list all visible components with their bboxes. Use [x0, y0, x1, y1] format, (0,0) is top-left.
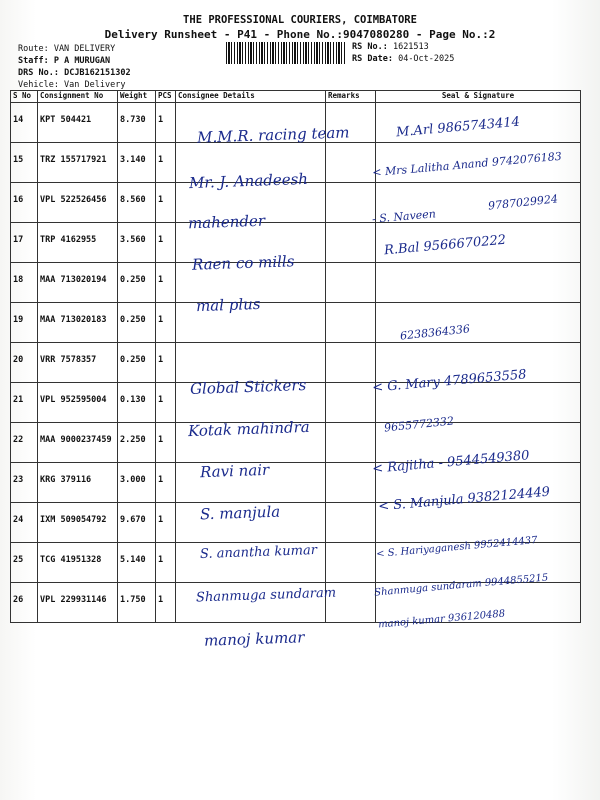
runsheet-subtitle: Delivery Runsheet - P41 - Phone No.:9047080280 - Page No.:2	[104, 28, 496, 41]
cell-consignment: TRZ 155717921	[38, 143, 118, 183]
handwritten-signature: Shanmuga sundaram 9944855215	[373, 572, 549, 599]
cell-sno: 18	[11, 263, 38, 303]
cell-sno: 19	[11, 303, 38, 343]
rs-date-field	[352, 54, 454, 64]
cell-sno: 23	[11, 463, 38, 503]
col-header-remarks: Remarks	[326, 91, 376, 103]
cell-pcs: 1	[156, 143, 176, 183]
cell-pcs: 1	[156, 303, 176, 343]
cell-sno: 21	[11, 383, 38, 423]
cell-sno: 17	[11, 223, 38, 263]
cell-consignment: MAA 713020194	[38, 263, 118, 303]
handwritten-name: Kotak mahindra	[187, 417, 310, 441]
handwritten-name: mahender	[187, 211, 266, 233]
cell-remarks	[326, 463, 376, 503]
cell-sno: 14	[11, 103, 38, 143]
barcode	[226, 42, 346, 64]
table-row	[11, 503, 581, 543]
drs-value: DCJB162151302	[64, 68, 131, 78]
handwritten-name: S. anantha kumar	[199, 542, 318, 563]
cell-pcs: 1	[156, 383, 176, 423]
cell-consignment: MAA 9000237459	[38, 423, 118, 463]
cell-weight: 0.250	[118, 343, 156, 383]
cell-consignment: KPT 504421	[38, 103, 118, 143]
cell-remarks	[326, 423, 376, 463]
cell-consignment: IXM 509054792	[38, 503, 118, 543]
company-title: THE PROFESSIONAL COURIERS, COIMBATORE	[183, 14, 417, 26]
handwritten-name: Shanmuga sundaram	[195, 585, 337, 606]
cell-pcs: 1	[156, 583, 176, 623]
cell-weight: 1.750	[118, 583, 156, 623]
handwritten-name: Mr. J. Anadeesh	[188, 169, 309, 193]
cell-consignment: VRR 7578357	[38, 343, 118, 383]
cell-weight: 8.730	[118, 103, 156, 143]
rs-no-label: RS No.:	[352, 42, 388, 52]
cell-weight: 3.000	[118, 463, 156, 503]
handwritten-signature: < Mrs Lalitha Anand 9742076183	[371, 149, 563, 180]
col-header-weight: Weight	[118, 91, 156, 103]
cell-weight: 5.140	[118, 543, 156, 583]
cell-pcs: 1	[156, 543, 176, 583]
staff-value: P A MURUGAN	[53, 56, 111, 66]
handwritten-signature: M.Arl 9865743414	[395, 114, 521, 141]
cell-weight: 0.250	[118, 303, 156, 343]
table-header-row	[11, 91, 581, 103]
cell-weight: 8.560	[118, 183, 156, 223]
cell-pcs: 1	[156, 423, 176, 463]
cell-sno: 26	[11, 583, 38, 623]
cell-weight: 9.670	[118, 503, 156, 543]
handwritten-signature: manoj kumar 936120488	[377, 608, 506, 631]
handwritten-signature: < S. Hariyaganesh 9952414437	[375, 534, 538, 561]
handwritten-name: S. manjula	[199, 502, 281, 524]
drs-label: DRS No.:	[18, 68, 59, 78]
cell-sno: 22	[11, 423, 38, 463]
cell-remarks	[326, 383, 376, 423]
handwritten-signature: < G. Mary 4789653558	[371, 367, 528, 396]
cell-pcs: 1	[156, 503, 176, 543]
cell-consignment: VPL 229931146	[38, 583, 118, 623]
cell-pcs: 1	[156, 463, 176, 503]
cell-remarks	[326, 143, 376, 183]
cell-remarks	[326, 263, 376, 303]
table-row	[11, 263, 581, 303]
cell-sno: 25	[11, 543, 38, 583]
cell-weight: 0.130	[118, 383, 156, 423]
staff-label: Staff:	[18, 56, 49, 66]
handwritten-name: Global Stickers	[189, 375, 307, 399]
cell-remarks	[326, 543, 376, 583]
cell-sno: 15	[11, 143, 38, 183]
handwritten-name: Raen co mills	[191, 252, 295, 274]
handwritten-signature: 9787029924	[487, 192, 559, 213]
cell-remarks	[326, 223, 376, 263]
col-header-sno: S No	[11, 91, 38, 103]
handwritten-signature: - S. Naveen	[371, 207, 437, 226]
handwritten-name: Ravi nair	[199, 460, 270, 482]
cell-weight: 3.140	[118, 143, 156, 183]
cell-signature	[376, 263, 581, 303]
cell-pcs: 1	[156, 263, 176, 303]
cell-consignment: TRP 4162955	[38, 223, 118, 263]
cell-pcs: 1	[156, 183, 176, 223]
handwritten-signature: < S. Manjula 9382124449	[377, 484, 551, 515]
handwritten-signature: < Rajitha - 9544549380	[371, 448, 531, 477]
cell-pcs: 1	[156, 343, 176, 383]
cell-remarks	[326, 503, 376, 543]
route-label: Route: VAN DELIVERY	[18, 44, 116, 54]
handwritten-name: M.M.R. racing team	[196, 123, 350, 147]
drs-field	[18, 68, 131, 78]
cell-weight: 2.250	[118, 423, 156, 463]
cell-weight: 3.560	[118, 223, 156, 263]
cell-consignment: MAA 713020183	[38, 303, 118, 343]
handwritten-signature: 9655772332	[383, 414, 455, 435]
vehicle-label: Vehicle: Van Delivery	[18, 80, 126, 90]
cell-pcs: 1	[156, 103, 176, 143]
cell-consignment: TCG 41951328	[38, 543, 118, 583]
handwritten-signature: R.Bal 9566670222	[383, 232, 507, 259]
rs-no-value: 1621513	[392, 42, 429, 52]
rs-date-value: 04-Oct-2025	[398, 54, 455, 64]
rs-no-field	[352, 42, 429, 52]
handwritten-signature: 6238364336	[399, 322, 471, 343]
cell-consignment: KRG 379116	[38, 463, 118, 503]
table-row	[11, 303, 581, 343]
cell-remarks	[326, 303, 376, 343]
cell-consignment: VPL 522526456	[38, 183, 118, 223]
cell-consignment: VPL 952595004	[38, 383, 118, 423]
cell-sno: 16	[11, 183, 38, 223]
rs-date-label: RS Date:	[352, 54, 393, 64]
handwritten-name: mal plus	[195, 294, 261, 316]
handwritten-name: manoj kumar	[203, 628, 305, 650]
cell-remarks	[326, 183, 376, 223]
col-header-consignee: Consignee Details	[176, 91, 326, 103]
cell-remarks	[326, 343, 376, 383]
col-header-consignment: Consignment No	[38, 91, 118, 103]
col-header-signature: Seal & Signature	[376, 91, 581, 103]
cell-sno: 20	[11, 343, 38, 383]
cell-sno: 24	[11, 503, 38, 543]
cell-weight: 0.250	[118, 263, 156, 303]
staff-field	[18, 56, 110, 66]
col-header-pcs: PCS	[156, 91, 176, 103]
cell-pcs: 1	[156, 223, 176, 263]
